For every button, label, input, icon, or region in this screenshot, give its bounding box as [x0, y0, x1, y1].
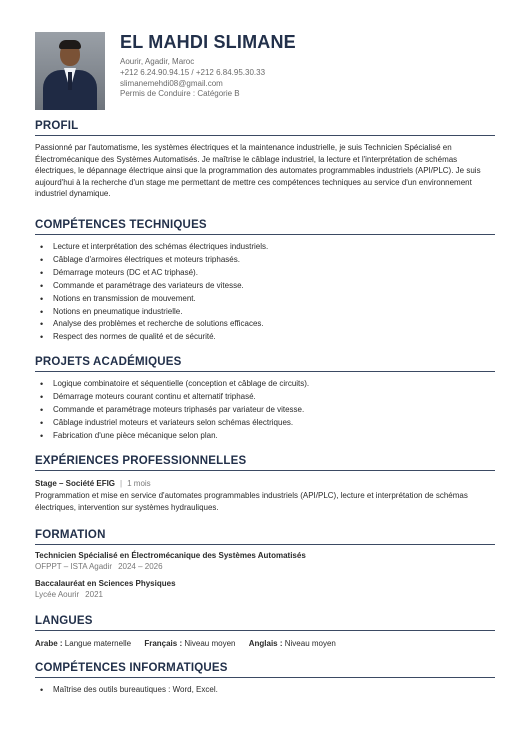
profil-text: Passionné par l'automatisme, les systèmes électriques et la maintenance industrielle, je suis Technicien Spécialisé en Électromécanique des Systèmes Automatisés. Je maîtrise le câblage industriel, la lecture et l'interprétation de schémas électriques, le dépannage électrique ainsi que la programmation des automates programmables industriels (API/PLC). Je suis aujourd'hui à la recherche d'un stage me permettant de mettre ces compétences techniques au service d'un environnement industriel dynamique. — [35, 143, 481, 199]
list-item: • Lecture et interprétation des schémas électriques industriels. — [35, 241, 495, 254]
language-item — [144, 638, 235, 649]
language-item — [35, 638, 131, 649]
list-item: • Commande et paramétrage moteurs triphasés par variateur de vitesse. — [35, 404, 495, 417]
list-item: • Commande et paramétrage des variateurs de vitesse. — [35, 280, 495, 293]
section-title-langues: LANGUES — [35, 615, 495, 631]
list-item: • Logique combinatoire et séquentielle (conception et câblage de circuits). — [35, 378, 495, 391]
contact-address: Aourir, Agadir, Maroc — [120, 57, 195, 66]
section-title-informatique: COMPÉTENCES INFORMATIQUES — [35, 662, 495, 678]
informatique-list — [35, 684, 495, 697]
experience-header — [35, 478, 495, 489]
section-title-projets: PROJETS ACADÉMIQUES — [35, 356, 495, 372]
language-name: Arabe : — [35, 639, 63, 648]
list-item: • Démarrage moteurs (DC et AC triphasé). — [35, 267, 495, 280]
list-item: • Câblage industriel moteurs et variateurs selon schémas électriques. — [35, 417, 495, 430]
experience-duration: 1 mois — [127, 479, 151, 488]
language-name: Français : — [144, 639, 183, 648]
profile-photo — [35, 32, 105, 110]
experience-role: Stage – Société EFIG — [35, 479, 116, 488]
list-item: • Respect des normes de qualité et de sécurité. — [35, 331, 495, 344]
list-item: • Notions en transmission de mouvement. — [35, 293, 495, 306]
list-item: • Notions en pneumatique industrielle. — [35, 306, 495, 319]
contact-phones: +212 6.24.90.94.15 / +212 6.84.95.30.33 — [120, 67, 266, 77]
formation-years: 2024 – 2026 — [118, 561, 163, 571]
section-title-experiences: EXPÉRIENCES PROFESSIONNELLES — [35, 455, 495, 471]
formation-meta — [35, 590, 495, 601]
section-experiences — [35, 455, 495, 513]
formation-degree: Technicien Spécialisé en Électromécanique des Systèmes Automatisés — [35, 551, 306, 560]
section-title-profil: PROFIL — [35, 120, 495, 136]
list-item: • Démarrage moteurs courant continu et alternatif triphasé. — [35, 391, 495, 404]
contact-block — [120, 57, 265, 100]
cv-header — [35, 32, 495, 110]
competences-list — [35, 241, 495, 344]
experience-separator: | — [120, 479, 123, 488]
language-level: Langue maternelle — [64, 639, 132, 648]
section-informatique — [35, 662, 495, 697]
formation-meta — [35, 562, 495, 573]
section-formation — [35, 529, 495, 600]
formation-years: 2021 — [85, 589, 103, 599]
formation-item — [35, 551, 495, 572]
experience-description: Programmation et mise en service d'automates programmables industriels (API/PLC), lecture et interprétation de schémas électriques, intervention sur systèmes hydrauliques. — [35, 491, 468, 512]
candidate-name: EL MAHDI SLIMANE — [120, 32, 296, 52]
formation-school: Lycée Aourir — [35, 589, 80, 599]
formation-degree: Baccalauréat en Sciences Physiques — [35, 579, 176, 588]
language-item — [249, 638, 336, 649]
section-competences — [35, 219, 495, 344]
list-item: • Fabrication d'une pièce mécanique selon plan. — [35, 430, 495, 443]
langues-row — [35, 638, 495, 649]
list-item: • Analyse des problèmes et recherche de solutions efficaces. — [35, 318, 495, 331]
list-item: • Maîtrise des outils bureautiques : Word, Excel. — [35, 684, 495, 697]
language-level: Niveau moyen — [184, 639, 236, 648]
formation-item — [35, 579, 495, 600]
contact-email: slimanemehdi08@gmail.com — [120, 78, 223, 88]
formation-school: OFPPT – ISTA Agadir — [35, 561, 113, 571]
section-langues — [35, 615, 495, 649]
language-level: Niveau moyen — [284, 639, 336, 648]
section-projets — [35, 356, 495, 443]
contact-license: Permis de Conduire : Catégorie B — [120, 89, 240, 99]
list-item: • Câblage d'armoires électriques et moteurs triphasés. — [35, 254, 495, 267]
language-name: Anglais : — [248, 639, 283, 648]
projets-list — [35, 378, 495, 443]
section-profil — [35, 120, 495, 200]
section-title-competences: COMPÉTENCES TECHNIQUES — [35, 219, 495, 235]
section-title-formation: FORMATION — [35, 529, 495, 545]
